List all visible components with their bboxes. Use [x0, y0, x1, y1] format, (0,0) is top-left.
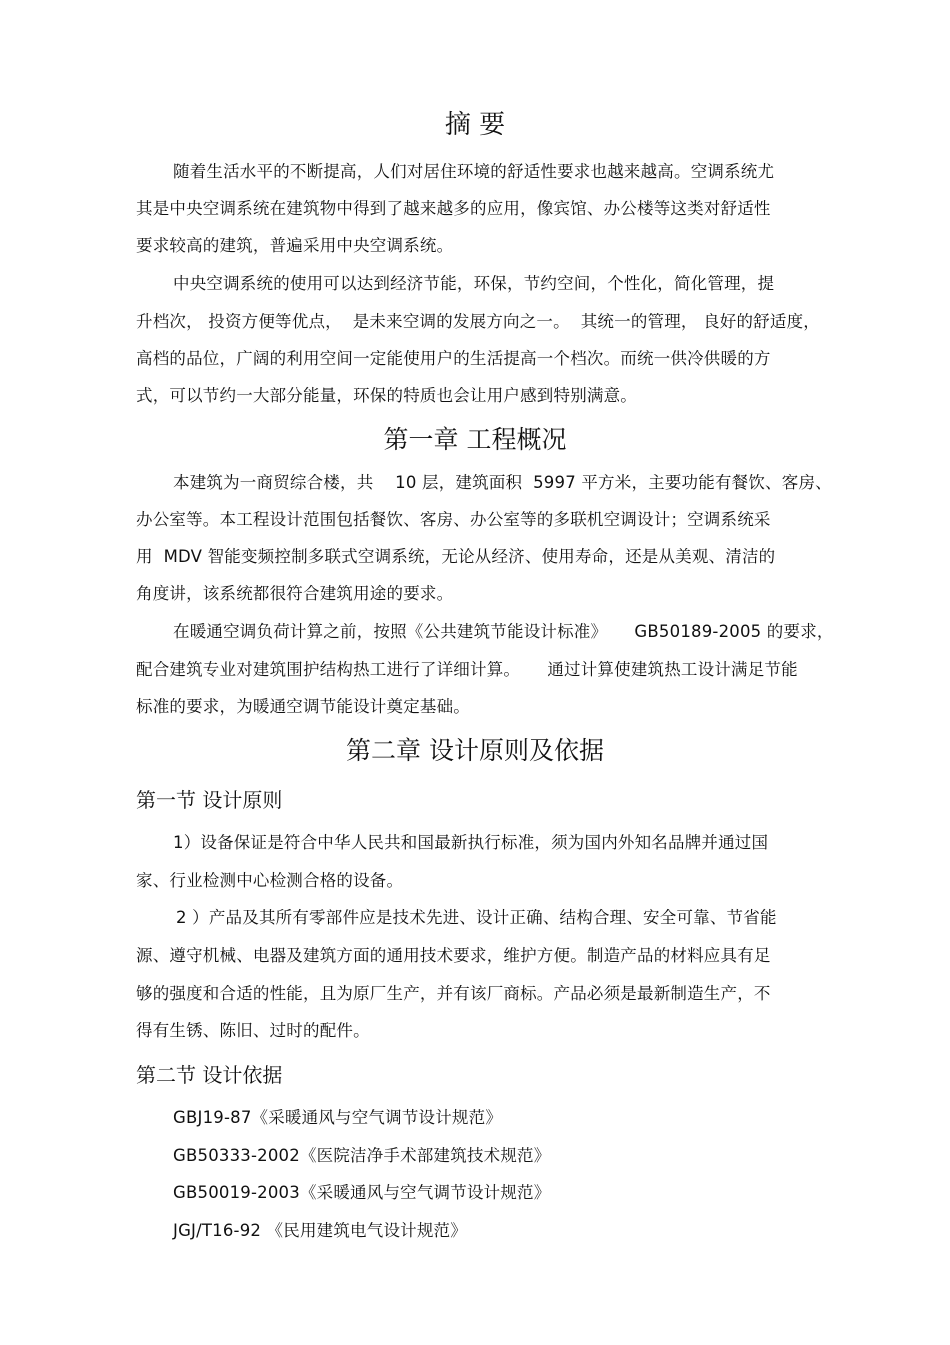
section1-item1-line-1: 1）设备保证是符合中华人民共和国最新执行标准，须为国内外知名品牌并通过国: [173, 833, 769, 852]
chapter1-p1-line-1: 本建筑为一商贸综合楼，共 10 层，建筑面积 5997 平方米，主要功能有餐饮、客房、: [173, 473, 832, 492]
chapter1-p2-line-2: 配合建筑专业对建筑围护结构热工进行了详细计算。 通过计算使建筑热工设计满足节能: [136, 660, 798, 679]
abstract-p1-line-1: 随着生活水平的不断提高，人们对居住环境的舒适性要求也越来越高。空调系统尤: [173, 162, 775, 181]
abstract-p1-line-2: 其是中央空调系统在建筑物中得到了越来越多的应用，像宾馆、办公楼等这类对舒适性: [136, 199, 771, 218]
chapter2-heading: 第二章 设计原则及依据: [346, 736, 604, 765]
abstract-p2-line-3: 高档的品位，广阔的利用空间一定能使用户的生活提高一个档次。而统一供冷供暖的方: [136, 349, 771, 368]
chapter1-p1-line-3: 用 MDV 智能变频控制多联式空调系统，无论从经济、使用寿命，还是从美观、清洁的: [136, 547, 776, 566]
section2-heading: 第二节 设计依据: [136, 1063, 283, 1087]
reference-item: GBJ19-87《采暖通风与空气调节设计规范》: [173, 1108, 503, 1127]
chapter1-p2-line-1: 在暖通空调负荷计算之前，按照《公共建筑节能设计标准》 GB50189-2005 的要求，: [173, 622, 834, 641]
abstract-heading: 摘 要: [444, 110, 506, 140]
chapter1-p1-line-2: 办公室等。本工程设计范围包括餐饮、客房、办公室等的多联机空调设计；空调系统采: [136, 510, 771, 529]
abstract-p2-line-4: 式，可以节约一大部分能量，环保的特质也会让用户感到特别满意。: [136, 386, 637, 405]
section1-item2-line-3: 够的强度和合适的性能，且为原厂生产，并有该厂商标。产品必须是最新制造生产，不: [136, 984, 771, 1003]
section1-item2-line-1: 2 ）产品及其所有零部件应是技术先进、设计正确、结构合理、安全可靠、节省能: [176, 908, 777, 927]
section1-item1-line-2: 家、行业检测中心检测合格的设备。: [136, 871, 404, 890]
reference-item: GB50019-2003《采暖通风与空气调节设计规范》: [173, 1183, 551, 1202]
reference-item: GB50333-2002《医院洁净手术部建筑技术规范》: [173, 1146, 551, 1165]
chapter1-heading: 第一章 工程概况: [383, 425, 567, 454]
section1-heading: 第一节 设计原则: [136, 788, 283, 812]
abstract-p2-line-2: 升档次， 投资方便等优点， 是未来空调的发展方向之一。 其统一的管理， 良好的舒适度，: [136, 312, 820, 331]
chapter1-p2-line-3: 标准的要求，为暖通空调节能设计奠定基础。: [136, 697, 470, 716]
abstract-p2-line-1: 中央空调系统的使用可以达到经济节能，环保，节约空间，个性化，简化管理，提: [173, 274, 775, 293]
section1-item2-line-4: 得有生锈、陈旧、过时的配件。: [136, 1021, 370, 1040]
abstract-p1-line-3: 要求较高的建筑，普遍采用中央空调系统。: [136, 236, 454, 255]
reference-item: JGJ/T16-92 《民用建筑电气设计规范》: [173, 1221, 467, 1240]
chapter1-p1-line-4: 角度讲，该系统都很符合建筑用途的要求。: [136, 584, 454, 603]
section1-item2-line-2: 源、遵守机械、电器及建筑方面的通用技术要求，维护方便。制造产品的材料应具有足: [136, 946, 771, 965]
